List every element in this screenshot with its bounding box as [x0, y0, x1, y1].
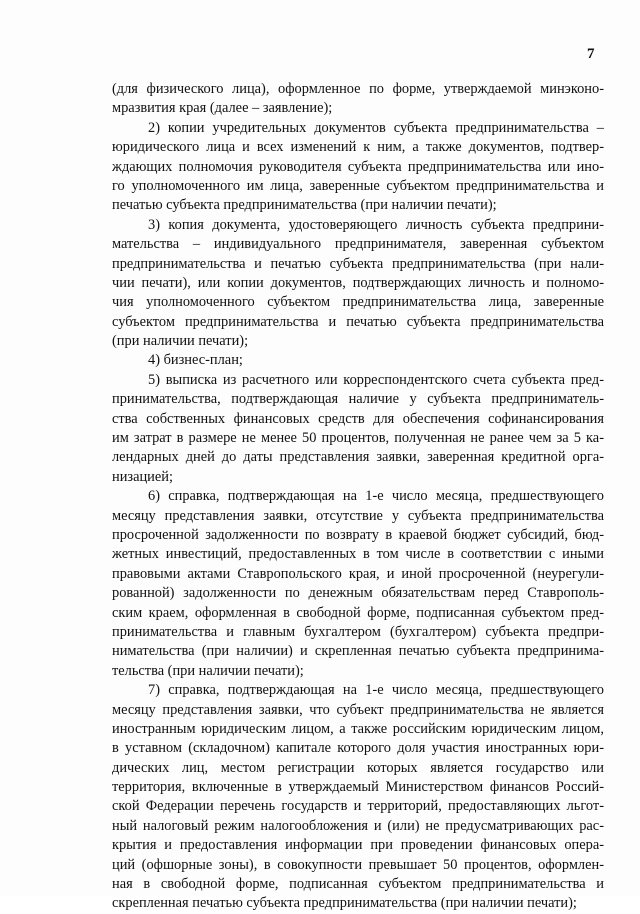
text-line: тельства (при наличии печати);	[112, 662, 304, 679]
text-line: 6) справка, подтверждающая на 1-е число месяца, предшествующего	[148, 488, 604, 505]
text-line: (для физического лица), оформленное по форме, утверждаемой минэконо-	[112, 81, 604, 97]
text-line: мательства – индивидуального предпринимателя, заверенная субъектом	[112, 236, 604, 253]
text-line: ждающих полномочия руководителя субъекта предпринимательства или ино-	[112, 158, 604, 175]
text-line: юридического лица и всех изменений к ним, а также документов, подтвер-	[112, 139, 604, 156]
text-line: печатью субъекта предпринимательства (при наличии печати);	[112, 197, 497, 214]
text-line: рованной) задолженности по денежным обязательствам перед Ставрополь-	[112, 585, 604, 602]
text-line: дических лиц, местом регистрации которых является государство или	[112, 759, 604, 776]
text-line: территория, включенные в утверждаемый Министерством финансов Россий-	[112, 779, 604, 796]
text-line: правовыми актами Ставропольского края, и иной просроченной (неурегули-	[112, 565, 604, 582]
text-line: нимательства (при наличии) и скрепленная печатью субъекта предпринима-	[112, 643, 604, 660]
text-line: принимательства и главным бухгалтером (бухгалтером) субъекта предпри-	[112, 623, 604, 640]
text-line: ства собственных финансовых средств для обеспечения софинансирования	[112, 410, 604, 427]
text-line: ный налоговый режим налогообложения и (или) не предусматривающих рас-	[112, 817, 604, 834]
text-line: 5) выписка из расчетного или корреспондентского счета субъекта пред-	[148, 371, 604, 388]
text-line: мразвития края (далее – заявление);	[112, 100, 333, 117]
text-line: ской Федерации перечень государств и территорий, предоставляющих льгот-	[112, 798, 604, 815]
text-line: месяцу представления заявки, отсутствие у субъекта предпринимательства	[112, 507, 604, 524]
text-line: принимательства, подтверждающая наличие у субъекта предприниматель-	[112, 391, 604, 408]
text-line: в уставном (складочном) капитале которого доля участия иностранных юри-	[112, 740, 604, 757]
text-line: жетных инвестиций, предоставленных в том числе в соответствии с иными	[112, 546, 604, 563]
text-line: (при наличии печати);	[112, 333, 249, 350]
text-line: крытия и предоставления информации при проведении финансовых опера-	[112, 837, 604, 854]
text-line: им затрат в размере не менее 50 процентов, полученная не ранее чем за 5 ка-	[112, 430, 604, 447]
text-line: 4) бизнес-план;	[148, 352, 243, 369]
document-body	[112, 80, 604, 914]
text-line: ная в свободной форме, подписанная субъектом предпринимательства и	[112, 876, 604, 893]
text-line: го уполномоченного им лица, заверенные субъектом предпринимательства и	[112, 177, 604, 194]
text-line: чия уполномоченного субъектом предпринимательства лица, заверенные	[112, 294, 604, 311]
text-line: чии печати), или копии документов, подтверждающих личность и полномо-	[112, 274, 604, 291]
text-line: ций (офшорные зоны), в совокупности превышает 50 процентов, оформлен-	[112, 856, 604, 873]
text-line: низацией;	[112, 468, 173, 485]
text-line: скрепленная печатью субъекта предпринимательства (при наличии печати);	[112, 895, 577, 912]
text-line: субъектом предпринимательства и печатью субъекта предпринимательства	[112, 313, 604, 330]
text-line: 7) справка, подтверждающая на 1-е число месяца, предшествующего	[148, 682, 604, 699]
text-line: иностранным юридическим лицом, а также российским юридическим лицом,	[112, 720, 604, 737]
text-line: месяцу представления заявки, что субъект предпринимательства не является	[112, 701, 604, 718]
text-line: 3) копия документа, удостоверяющего личность субъекта предприни-	[148, 216, 604, 233]
page-number: 7	[587, 46, 595, 62]
text-line: 2) копии учредительных документов субъекта предпринимательства –	[148, 119, 604, 136]
text-line: предпринимательства и печатью субъекта предпринимательства (при нали-	[112, 255, 604, 272]
text-line: просроченной задолженности по возврату в краевой бюджет субсидий, бюд-	[112, 526, 604, 543]
text-line: лендарных дней до даты представления заявки, заверенная кредитной орга-	[112, 449, 604, 466]
text-line: ским краем, оформленная в свободной форме, подписанная субъектом пред-	[112, 604, 604, 621]
